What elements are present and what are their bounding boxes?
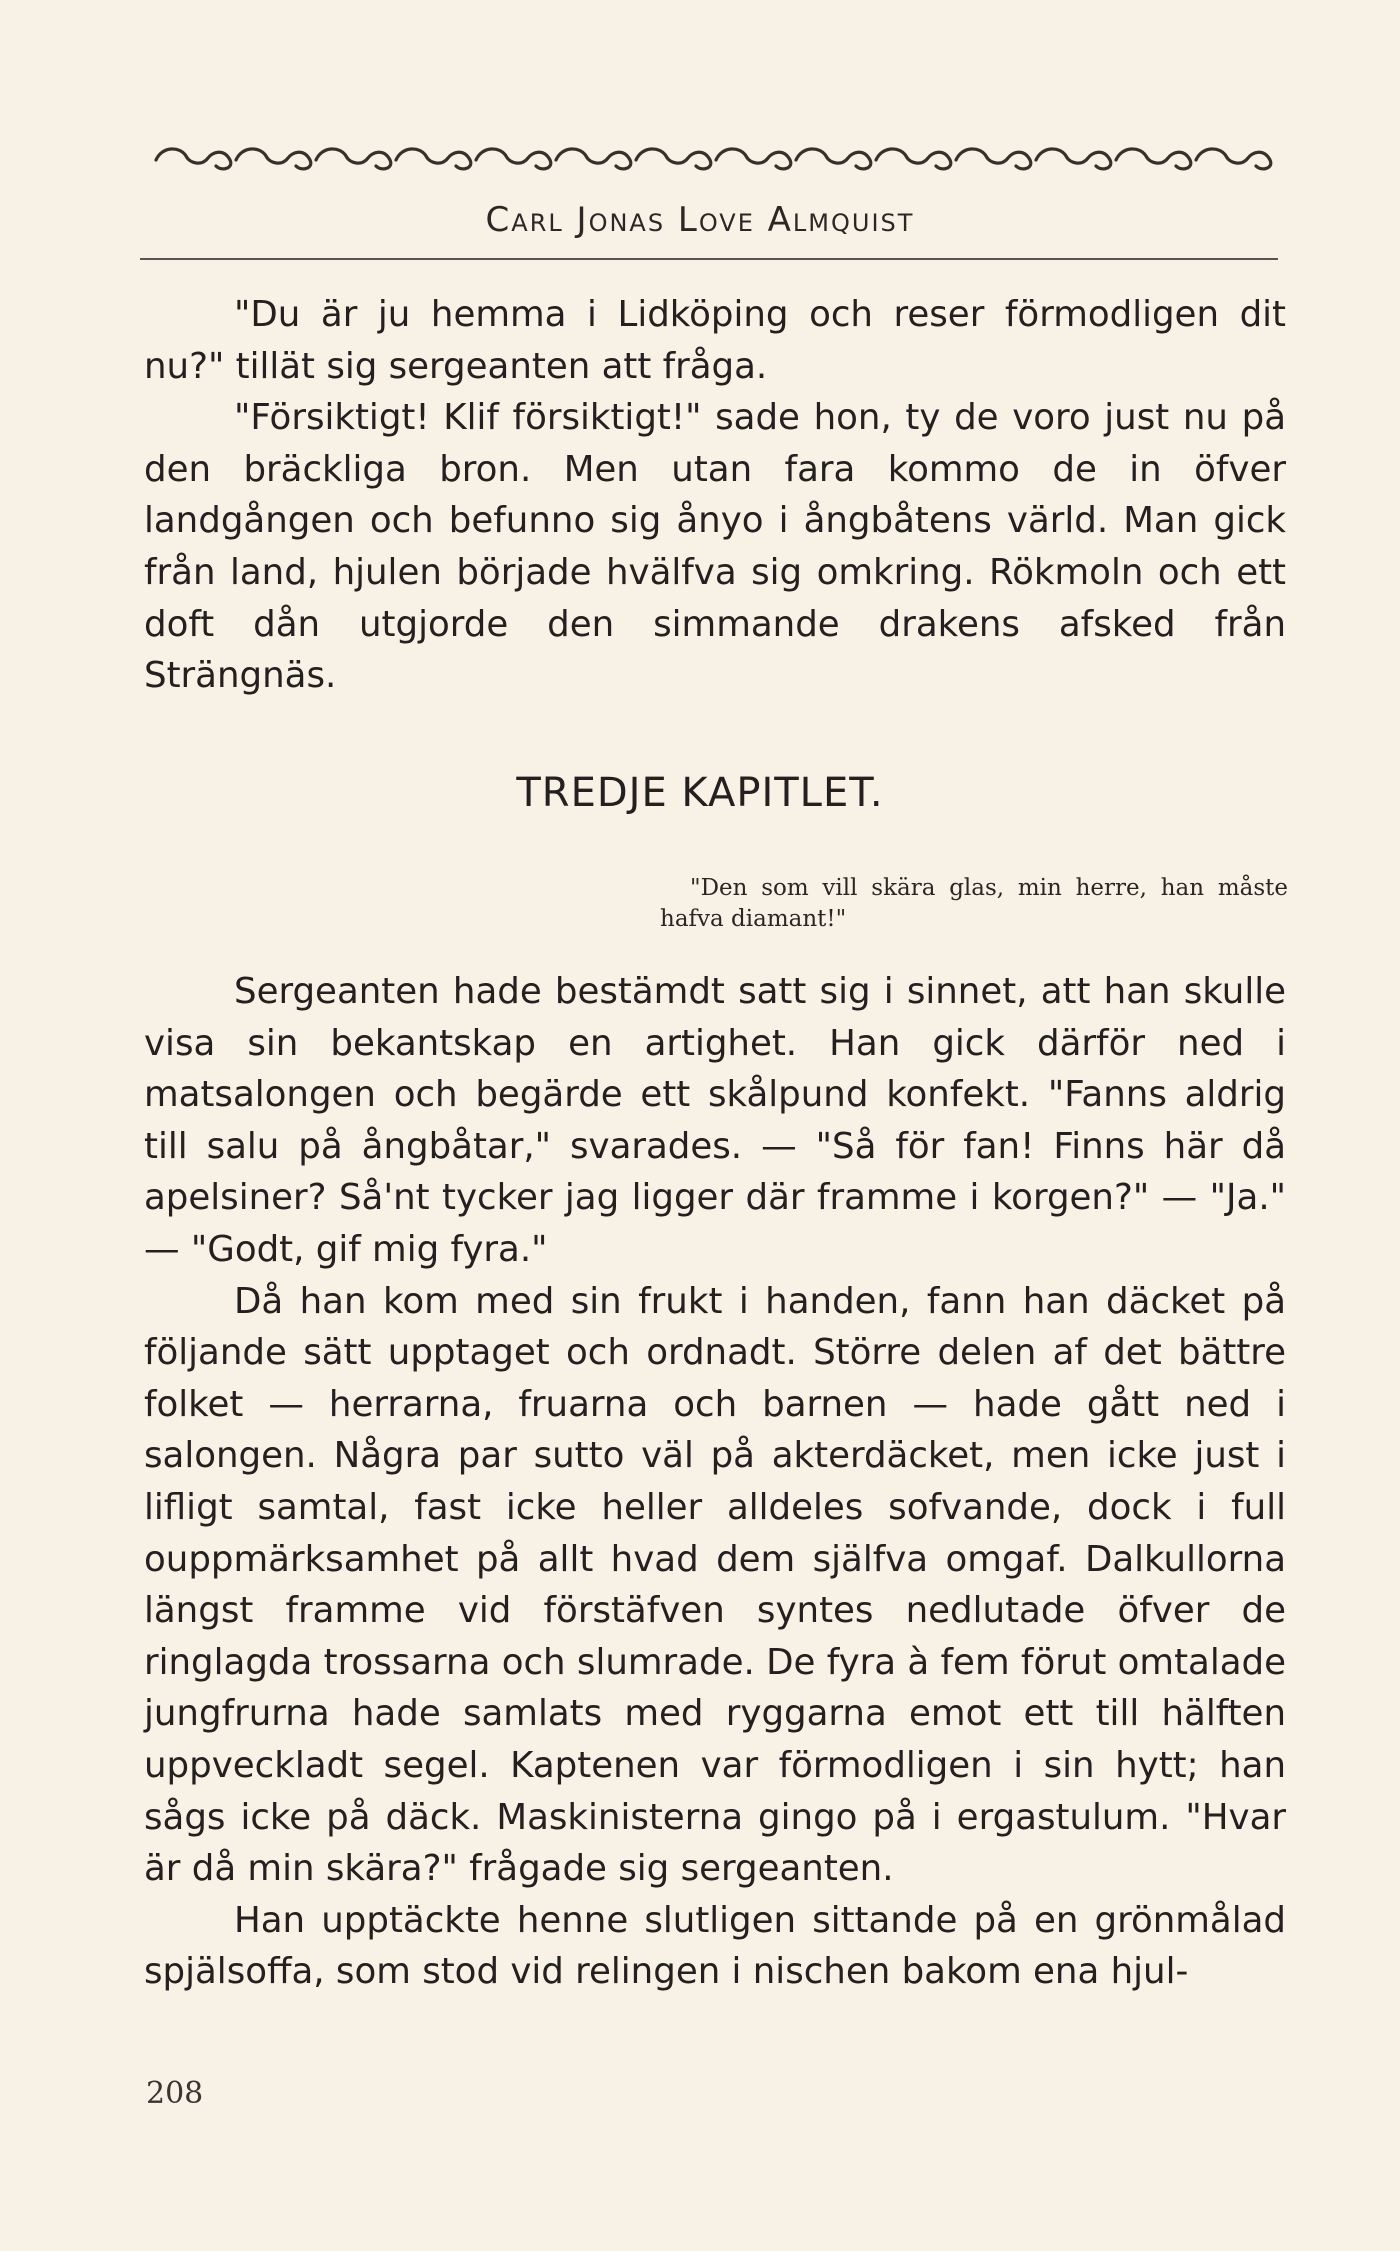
paragraph: Då han kom med sin frukt i handen, fann han däcket på följande sätt upptaget och ordnadt. Större delen af det bättre folket — herrarna, fruarna och barnen — hade gått ned i salongen. Några par sutto väl på akterdäcket, men icke just i lifligt samtal, fast icke heller alldeles sofvande, dock i full ouppmärksamhet på allt hvad dem själfva omgaf. Dalkullorna längst framme vid förstäfven syntes nedlutade öfver de ringlagda trossarna och slumrade. De fyra à fem förut omtalade jungfrurna hade samlats med ryggarna emot ett till hälften uppveckladt segel. Kaptenen var förmodligen i sin hytt; han sågs icke på däck. Maskinisterna gingo på i ergastulum. "Hvar är då min skära?" frågade sig sergeanten.: [144, 1280, 1286, 1890]
header-rule: [140, 258, 1278, 260]
text-block-1: [144, 289, 1286, 702]
text-block-2: [144, 966, 1286, 1998]
ornament-swirl: [1036, 149, 1111, 169]
ornament-swirl: [876, 149, 951, 169]
ornament-swirl: [636, 149, 711, 169]
paragraph: "Försiktigt! Klif försiktigt!" sade hon, ty de voro just nu på den bräckliga bron. Men utan fara kommo de in öfver landgången och befunno sig ånyo i ångbåtens värld. Man gick från land, hjulen började hvälfva sig omkring. Rökmoln och ett doft dån utgjorde den simmande drakens afsked från Strängnäs.: [144, 397, 1286, 697]
ornament-swirl: [796, 149, 871, 169]
decorative-border-ornament: [152, 138, 1276, 178]
running-head: Carl Jonas Love Almquist: [485, 200, 915, 240]
ornament-swirl: [716, 149, 791, 169]
ornament-swirl: [316, 149, 391, 169]
paragraph: "Du är ju hemma i Lidköping och reser förmodligen dit nu?" tillät sig sergeanten att fråga.: [144, 294, 1286, 387]
ornament-swirl: [396, 149, 471, 169]
ornament-swirl: [1116, 149, 1191, 169]
ornament-swirl: [1196, 149, 1271, 169]
ornament-swirl: [476, 149, 551, 169]
page-number: 208: [146, 2076, 204, 2111]
ornament-swirl: [236, 149, 311, 169]
ornament-swirl: [956, 149, 1031, 169]
epigraph-text: "Den som vill skära glas, min herre, han måste hafva diamant!": [660, 875, 1288, 932]
paragraph: Sergeanten hade bestämdt satt sig i sinnet, att han skulle visa sin bekantskap en artighet. Han gick därför ned i matsalongen och begärde ett skålpund konfekt. "Fanns aldrig till salu på ångbåtar," svarades. — "Så för fan! Finns här då apelsiner? Så'nt tycker jag ligger där framme i korgen?" — "Ja." — "Godt, gif mig fyra.": [144, 971, 1286, 1270]
ornament-swirl: [556, 149, 631, 169]
chapter-title: TREDJE KAPITLET.: [516, 770, 884, 816]
epigraph: [660, 873, 1288, 935]
paragraph: Han upptäckte henne slutligen sittande på en grönmålad spjälsoffa, som stod vid relingen i nischen bakom ena hjul-: [144, 1899, 1286, 1993]
